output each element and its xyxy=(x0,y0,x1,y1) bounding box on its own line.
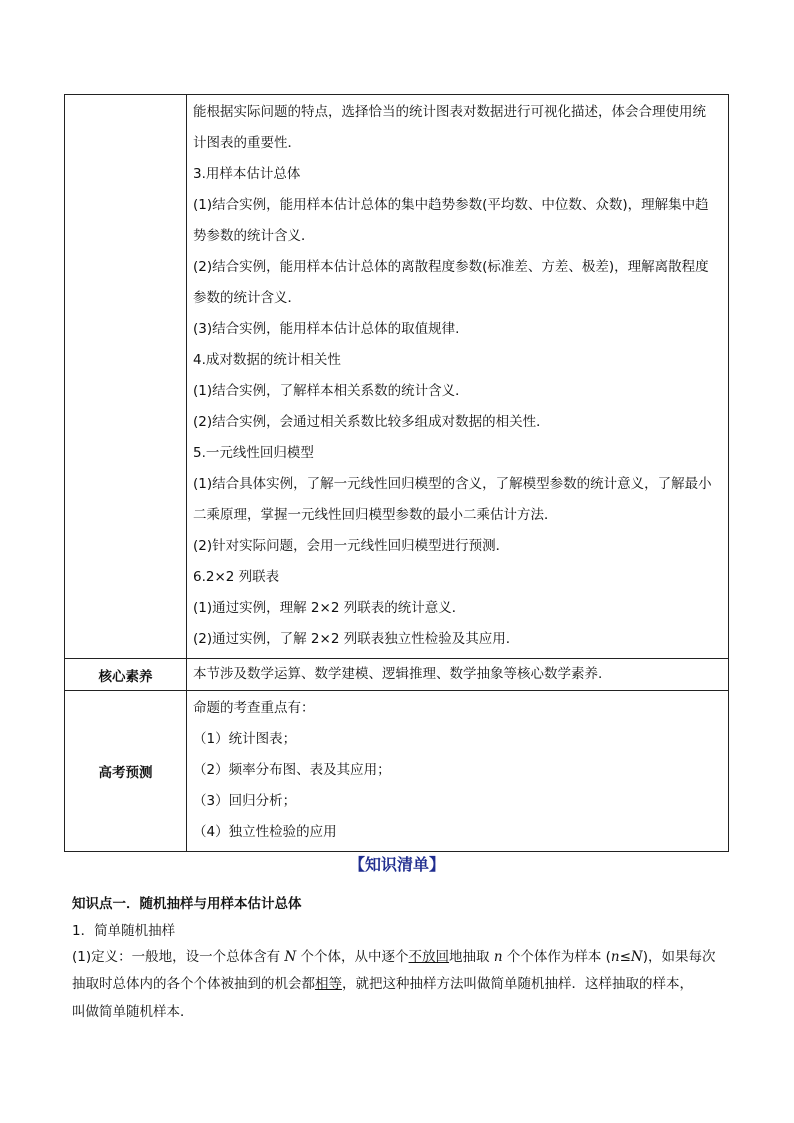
underlined-term: 相等 xyxy=(315,976,342,992)
forecast-line: 命题的考查重点有： xyxy=(193,700,315,716)
table-row xyxy=(65,95,729,659)
core-literacy-text: 本节涉及数学运算、数学建模、逻辑推理、数学抽象等核心数学素养. xyxy=(193,666,603,682)
curriculum-table xyxy=(64,94,729,852)
requirement-line: 势参数的统计含义． xyxy=(193,228,315,244)
requirement-line: (1)通过实例，理解 2×2 列联表的统计意义． xyxy=(193,600,466,616)
requirement-line: 能根据实际问题的特点，选择恰当的统计图表对数据进行可视化描述，体会合理使用统 xyxy=(193,104,706,120)
underlined-term: 不放回 xyxy=(408,949,450,965)
requirement-line: 4.成对数据的统计相关性 xyxy=(193,352,341,368)
requirement-line: 3.用样本估计总体 xyxy=(193,166,301,182)
requirement-line: 计图表的重要性． xyxy=(193,135,301,151)
forecast-line: （2）频率分布图、表及其应用； xyxy=(193,762,391,778)
core-literacy-cell xyxy=(187,659,729,691)
requirement-line: (2)结合实例，会通过相关系数比较多组成对数据的相关性． xyxy=(193,414,550,430)
forecast-line: （4）独立性检验的应用 xyxy=(193,824,337,840)
forecast-line: （3）回归分析； xyxy=(193,793,297,809)
table-cell-empty xyxy=(65,95,187,659)
section-title: 【知识清单】 xyxy=(348,855,445,874)
exam-forecast-label: 高考预测 xyxy=(65,691,187,852)
definition-line-3: 叫做简单随机样本． xyxy=(72,1004,194,1020)
requirements-cell xyxy=(187,95,729,659)
table-row xyxy=(65,659,729,691)
requirement-line: (1)结合具体实例，了解一元线性回归模型的含义，了解模型参数的统计意义，了解最小 xyxy=(193,476,712,492)
requirement-line: 6.2×2 列联表 xyxy=(193,569,280,585)
table-row xyxy=(65,691,729,852)
core-literacy-label: 核心素养 xyxy=(65,659,187,691)
requirement-line: (3)结合实例，能用样本估计总体的取值规律. xyxy=(193,321,460,337)
requirement-line: (1)结合实例，了解样本相关系数的统计含义． xyxy=(193,383,469,399)
definition-line-1: (1)定义：一般地，设一个总体含有 N 个个体，从中逐个不放回地抽取 n 个个体作为样本 (n≤N)，如果每次 xyxy=(72,949,716,965)
requirement-line: 参数的统计含义． xyxy=(193,290,301,306)
requirement-line: (2)通过实例，了解 2×2 列联表独立性检验及其应用. xyxy=(193,631,510,647)
requirement-line: (2)针对实际问题，会用一元线性回归模型进行预测． xyxy=(193,538,510,554)
requirement-line: (2)结合实例，能用样本估计总体的离散程度参数(标准差、方差、极差)，理解离散程度 xyxy=(193,259,709,275)
requirement-line: 二乘原理，掌握一元线性回归模型参数的最小二乘估计方法． xyxy=(193,507,558,523)
requirement-line: (1)结合实例，能用样本估计总体的集中趋势参数(平均数、中位数、众数)，理解集中趋 xyxy=(193,197,709,213)
definition-line-2: 抽取时总体内的各个个体被抽到的机会都相等，就把这种抽样方法叫做简单随机抽样．这样抽取的样本， xyxy=(72,976,693,992)
requirement-line: 5.一元线性回归模型 xyxy=(193,445,314,461)
knowledge-point-heading: 知识点一．随机抽样与用样本估计总体 xyxy=(72,896,302,912)
exam-forecast-cell xyxy=(187,691,729,852)
subheading: 1．简单随机抽样 xyxy=(72,923,176,939)
forecast-line: （1）统计图表； xyxy=(193,731,297,747)
